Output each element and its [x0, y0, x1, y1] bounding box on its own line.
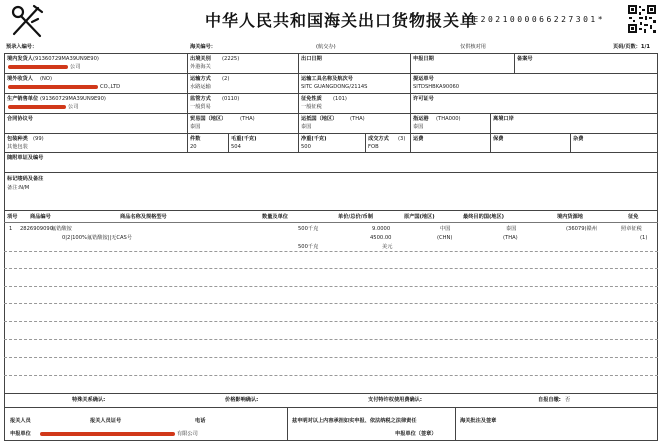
- bl-label: 提运单号: [413, 76, 434, 82]
- dest-port-value: 泰国: [413, 124, 424, 130]
- gross-value: 504: [231, 144, 241, 150]
- copy-label: (航交办): [316, 44, 336, 50]
- pieces-value: 20: [190, 144, 197, 150]
- docs-label: 随附单证及编号: [7, 155, 44, 161]
- net-label: 净重(千克): [301, 136, 327, 142]
- goods-dest: 泰国: [506, 226, 517, 232]
- goods-qty2: 500千克: [298, 244, 319, 250]
- goods-spec: 0|2|100%氟锆酸铵||无CAS号: [62, 235, 133, 241]
- goods-header-origin: 原产国(地区): [404, 214, 435, 220]
- declarant-cert-label: 报关人员证号: [90, 418, 122, 424]
- trade-country-label: 贸易国（地区）: [190, 116, 227, 122]
- customs-emblem-logo: [6, 4, 46, 40]
- marks-value: 备注:N/M: [7, 185, 30, 191]
- vessel-value: SITC GUANGDONG/2114S: [301, 84, 368, 90]
- dest-port-label: 指运港: [413, 116, 429, 122]
- producer-code: (91360729MA39UN9E90): [40, 96, 106, 102]
- record-no-label: 备案号: [517, 56, 533, 62]
- goods-total-price: 4500.00: [370, 235, 392, 241]
- goods-origin: 中国: [440, 226, 451, 232]
- pieces-label: 件数: [190, 136, 201, 142]
- goods-header-qty: 数量及单位: [262, 214, 288, 220]
- declaration-statement: 兹申明对以上内容承担如实申报、依法纳税之法律责任: [292, 418, 417, 424]
- special-relation-label: 特殊关系确认:: [72, 397, 106, 403]
- package-value: 其他包装: [7, 144, 28, 150]
- goods-header-source: 境内货源地: [557, 214, 583, 220]
- redaction-mark: [8, 65, 68, 69]
- goods-levy: 照章征税: [621, 226, 642, 232]
- declaring-unit-label: 申报单位: [10, 431, 31, 437]
- terms-label: 成交方式: [368, 136, 389, 142]
- page-title: 中华人民共和国海关出口货物报关单: [205, 11, 478, 30]
- customs-notes-label: 海关批注及签章: [460, 418, 497, 424]
- supervision-value: 一般贸易: [190, 104, 211, 110]
- exit-port-label: 出境关别: [190, 56, 211, 62]
- levy-value: 一般征税: [301, 104, 322, 110]
- goods-header-hs: 商品编号: [30, 214, 51, 220]
- terms-value: FOB: [368, 144, 379, 150]
- trade-country-value: 泰国: [190, 124, 201, 130]
- consignor-code: (91360729MA39UN9E90): [33, 56, 99, 62]
- exit-port-code: (2225): [222, 56, 240, 62]
- consignee-suffix: CO.,LTD: [100, 84, 121, 90]
- qr-code-icon: [627, 4, 657, 34]
- goods-unit-price: 9.0000: [372, 226, 391, 232]
- insurance-label: 保费: [493, 136, 504, 142]
- dest-country-label: 运抵国（地区）: [301, 116, 338, 122]
- producer-label: 生产销售单位: [7, 96, 39, 102]
- gross-label: 毛重(千克): [231, 136, 257, 142]
- net-value: 500: [301, 144, 311, 150]
- dest-port-code: (THA000): [436, 116, 461, 122]
- dest-country-value: 泰国: [301, 124, 312, 130]
- consignee-code: (NO): [40, 76, 53, 82]
- levy-label: 征免性质: [301, 96, 322, 102]
- filing-date-label: 申报日期: [413, 56, 434, 62]
- levy-code: (101): [333, 96, 347, 102]
- goods-item-no: 1: [9, 226, 13, 232]
- goods-header-name: 商品名称及规格型号: [120, 214, 167, 220]
- phone-label: 电话: [195, 418, 206, 424]
- marks-label: 标记唛码及备注: [7, 176, 44, 182]
- goods-header-item: 项号: [7, 214, 18, 220]
- self-report-value: 否: [565, 397, 571, 403]
- customs-no-label: 海关编号：: [190, 44, 216, 50]
- usage-note: 仅供核对用: [460, 44, 486, 50]
- export-date-label: 出口日期: [301, 56, 322, 62]
- goods-source: (36079)赣州: [566, 226, 597, 232]
- declaring-unit-suffix: 有限公司: [177, 431, 198, 437]
- goods-levy-code: (1): [640, 235, 648, 241]
- bl-value: SITDSHBKA90060: [413, 84, 460, 90]
- price-impact-label: 价格影响确认:: [225, 397, 259, 403]
- transport-label: 运输方式: [190, 76, 211, 82]
- goods-qty1: 500千克: [298, 226, 319, 232]
- declaring-unit-seal: 申报单位（签章）: [395, 431, 437, 437]
- package-code: (99): [33, 136, 44, 142]
- pre-entry-label: 预录入编号：: [6, 44, 38, 50]
- transport-code: (2): [222, 76, 230, 82]
- transport-value: 水路运输: [190, 84, 211, 90]
- supervision-label: 监管方式: [190, 96, 211, 102]
- goods-header-dest: 最终目的国(地区): [463, 214, 505, 220]
- goods-dest-code: (THA): [503, 235, 518, 241]
- consignor-suffix: 公司: [70, 64, 81, 70]
- declarant-label: 报关人员: [10, 418, 31, 424]
- consignee-label: 境外收货人: [7, 76, 33, 82]
- goods-hs-code: 2826909090: [20, 226, 54, 232]
- terms-code: (3): [398, 136, 406, 142]
- self-report-label: 自报自缴:: [538, 397, 561, 403]
- contract-label: 合同协议号: [7, 116, 33, 122]
- license-label: 许可证号: [413, 96, 434, 102]
- page-count: 页码/页数：1/1: [613, 44, 650, 50]
- freight-label: 运费: [413, 136, 424, 142]
- goods-header-levy: 征免: [628, 214, 639, 220]
- goods-currency: 美元: [382, 244, 393, 250]
- misc-label: 杂费: [573, 136, 584, 142]
- consignor-label: 境内发货人: [7, 56, 33, 62]
- exit-port-value: 外港海关: [190, 64, 211, 70]
- trade-country-code: (THA): [240, 116, 255, 122]
- package-label: 包装种类: [7, 136, 28, 142]
- vessel-label: 运输工具名称及航次号: [301, 76, 353, 82]
- goods-header-price: 单价/总价/币制: [338, 214, 373, 220]
- document-barcode-number: *E2021000066227301*: [466, 15, 606, 24]
- redaction-mark: [8, 85, 98, 89]
- redaction-mark: [8, 105, 66, 109]
- producer-suffix: 公司: [68, 104, 79, 110]
- exit-port2-label: 离境口岸: [493, 116, 514, 122]
- supervision-code: (0110): [222, 96, 240, 102]
- redaction-mark: [40, 432, 175, 436]
- royalty-label: 支付特许权使用费确认:: [368, 397, 422, 403]
- goods-name: 氟锆酸铵: [51, 226, 72, 232]
- dest-country-code: (THA): [350, 116, 365, 122]
- goods-origin-code: (CHN): [437, 235, 453, 241]
